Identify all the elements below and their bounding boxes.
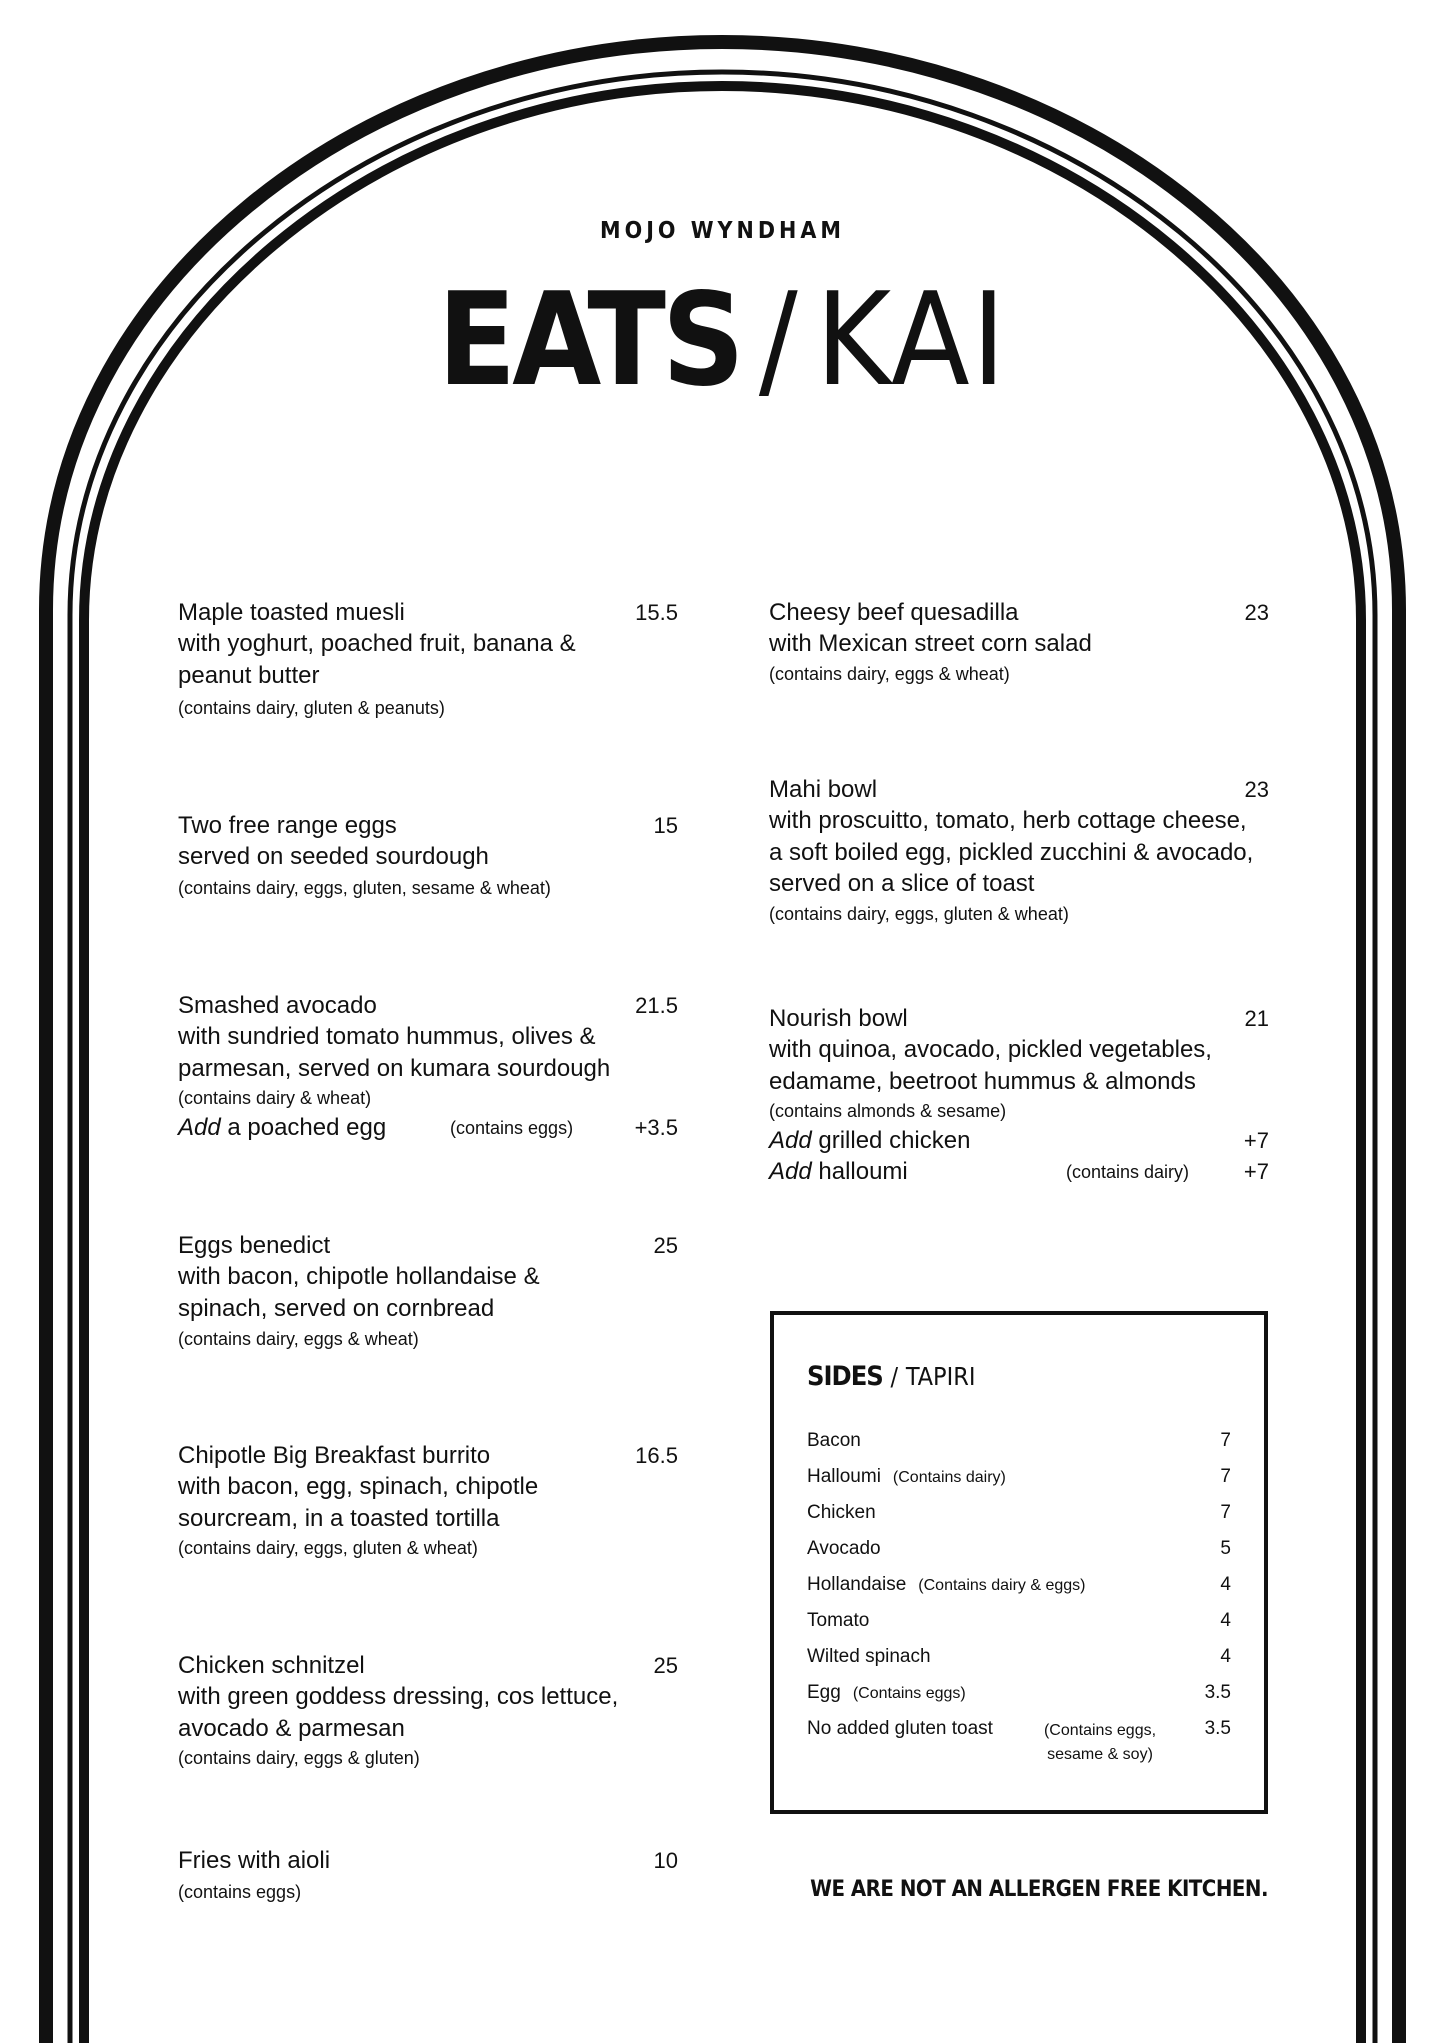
addon-price: +7 [1243, 1128, 1269, 1153]
menu-item [178, 810, 678, 902]
side-allergen [1025, 1719, 1175, 1767]
menu-item [178, 990, 678, 1143]
side-item [807, 1429, 1231, 1453]
side-price: 7 [1220, 1430, 1231, 1451]
item-description-line: with bacon, chipotle hollandaise & [178, 1263, 540, 1290]
sides-box [770, 1311, 1268, 1814]
item-price: 10 [653, 1848, 678, 1873]
menu-item [769, 774, 1269, 928]
item-description-line: with yoghurt, poached fruit, banana & [178, 630, 576, 657]
side-item [807, 1681, 1231, 1706]
item-description-line: with bacon, egg, spinach, chipotle [178, 1473, 539, 1500]
addon-add-word: Add [769, 1158, 812, 1185]
item-name: Chicken schnitzel [178, 1652, 365, 1679]
addon-price: +3.5 [634, 1115, 678, 1140]
addon-add-word: Add [178, 1114, 221, 1141]
addon-allergen: (contains dairy) [1066, 1162, 1190, 1182]
sides-title-secondary: TAPIRI [905, 1362, 976, 1391]
item-allergens: (contains almonds & sesame) [769, 1101, 1007, 1121]
item-description-line: with green goddess dressing, cos lettuce, [178, 1683, 619, 1710]
item-allergens: (contains dairy, eggs, gluten & wheat) [769, 903, 1069, 924]
item-allergens: (contains dairy, gluten & peanuts) [178, 698, 445, 718]
item-description-line: sourcream, in a toasted tortilla [178, 1504, 500, 1532]
item-description-line: served on seeded sourdough [178, 843, 489, 870]
item-name: Chipotle Big Breakfast burrito [178, 1442, 491, 1469]
side-price: 7 [1220, 1466, 1231, 1487]
item-allergens: (contains dairy, eggs, gluten, sesame & wheat) [178, 877, 551, 898]
side-name: Chicken [807, 1502, 876, 1523]
menu-item [178, 597, 678, 722]
side-allergen: (Contains dairy & eggs) [918, 1577, 1086, 1594]
side-item [807, 1645, 1231, 1669]
allergen-disclaimer: WE ARE NOT AN ALLERGEN FREE KITCHEN. [810, 1877, 1268, 1902]
menu-item [178, 1650, 678, 1772]
side-name: Halloumi [807, 1466, 881, 1487]
side-item [807, 1465, 1231, 1490]
addon-allergen: (contains eggs) [450, 1118, 574, 1138]
item-price: 15.5 [635, 600, 678, 625]
item-description-line: peanut butter [178, 661, 320, 689]
side-item [807, 1609, 1231, 1633]
side-name: Egg [807, 1682, 841, 1703]
item-description-line: with proscuitto, tomato, herb cottage cheese, [769, 807, 1247, 834]
item-addon [769, 1156, 1269, 1187]
side-allergen-line: sesame & soy) [1047, 1746, 1153, 1763]
item-description-line: a soft boiled egg, pickled zucchini & avocado, [769, 838, 1254, 866]
item-price: 16.5 [635, 1443, 678, 1468]
item-name: Mahi bowl [769, 776, 878, 803]
item-name: Maple toasted muesli [178, 599, 405, 626]
side-item [807, 1501, 1231, 1525]
item-allergens: (contains dairy, eggs & wheat) [769, 663, 1010, 684]
item-allergens: (contains dairy, eggs, gluten & wheat) [178, 1538, 478, 1558]
sides-title-primary: SIDES [807, 1361, 883, 1392]
side-price: 3.5 [1204, 1682, 1231, 1703]
menu-item [178, 1440, 678, 1562]
item-description-line: with quinoa, avocado, pickled vegetables, [769, 1036, 1212, 1063]
title-primary: EATS [437, 266, 741, 415]
side-price: 4 [1220, 1610, 1231, 1631]
item-allergens: (contains dairy, eggs & wheat) [178, 1329, 419, 1349]
item-name: Smashed avocado [178, 992, 377, 1019]
addon-text: a poached egg [227, 1114, 387, 1141]
item-description-line: spinach, served on cornbread [178, 1294, 495, 1322]
item-name: Eggs benedict [178, 1232, 331, 1259]
menu-item [769, 1003, 1269, 1187]
side-name: Wilted spinach [807, 1646, 931, 1667]
menu-title [0, 266, 1445, 416]
item-name: Two free range eggs [178, 812, 397, 839]
menu-item [178, 1845, 678, 1906]
item-addon [769, 1125, 1269, 1156]
side-name: Avocado [807, 1538, 881, 1559]
item-description-line: avocado & parmesan [178, 1714, 405, 1742]
side-item [807, 1573, 1231, 1598]
item-price: 21 [1244, 1006, 1269, 1031]
sides-title [807, 1361, 975, 1392]
item-description-line: served on a slice of toast [769, 870, 1035, 897]
addon-add-word: Add [769, 1127, 812, 1154]
side-allergen: (Contains eggs) [852, 1685, 966, 1702]
item-description-line: parmesan, served on kumara sourdough [178, 1054, 611, 1082]
brand-name: MOJO WYNDHAM [600, 218, 845, 244]
item-name: Nourish bowl [769, 1005, 908, 1032]
addon-text: grilled chicken [818, 1127, 971, 1154]
item-price: 25 [653, 1233, 678, 1258]
addon-price: +7 [1243, 1159, 1269, 1184]
item-price: 25 [653, 1653, 678, 1678]
item-allergens: (contains dairy & wheat) [178, 1088, 372, 1108]
side-price: 5 [1220, 1538, 1231, 1559]
item-price: 15 [653, 813, 678, 838]
side-item [807, 1537, 1231, 1561]
item-description-line: with Mexican street corn salad [769, 630, 1092, 657]
side-name: Hollandaise [807, 1574, 907, 1595]
side-name: No added gluten toast [807, 1718, 993, 1739]
side-name: Bacon [807, 1430, 861, 1451]
side-name: Tomato [807, 1610, 870, 1631]
item-description-line: with sundried tomato hummus, olives & [178, 1023, 596, 1050]
side-price: 3.5 [1204, 1718, 1231, 1739]
title-separator: / [758, 266, 798, 415]
item-name: Cheesy beef quesadilla [769, 599, 1019, 626]
side-item [807, 1717, 1231, 1777]
item-name: Fries with aioli [178, 1847, 331, 1874]
title-secondary: KAI [815, 266, 1008, 415]
item-allergens: (contains eggs) [178, 1882, 302, 1902]
item-addon [178, 1112, 678, 1143]
item-description-line: edamame, beetroot hummus & almonds [769, 1067, 1196, 1095]
item-allergens: (contains dairy, eggs & gluten) [178, 1748, 420, 1768]
menu-item [769, 597, 1269, 688]
side-price: 4 [1220, 1574, 1231, 1595]
side-allergen-line: (Contains eggs, [1043, 1722, 1157, 1739]
side-allergen: (Contains dairy) [892, 1469, 1006, 1486]
side-price: 7 [1220, 1502, 1231, 1523]
sides-title-separator: / [890, 1362, 899, 1391]
side-price: 4 [1220, 1646, 1231, 1667]
item-price: 23 [1244, 600, 1269, 625]
item-price: 23 [1244, 777, 1269, 802]
addon-text: halloumi [818, 1158, 908, 1185]
menu-item [178, 1230, 678, 1353]
item-price: 21.5 [635, 993, 678, 1018]
